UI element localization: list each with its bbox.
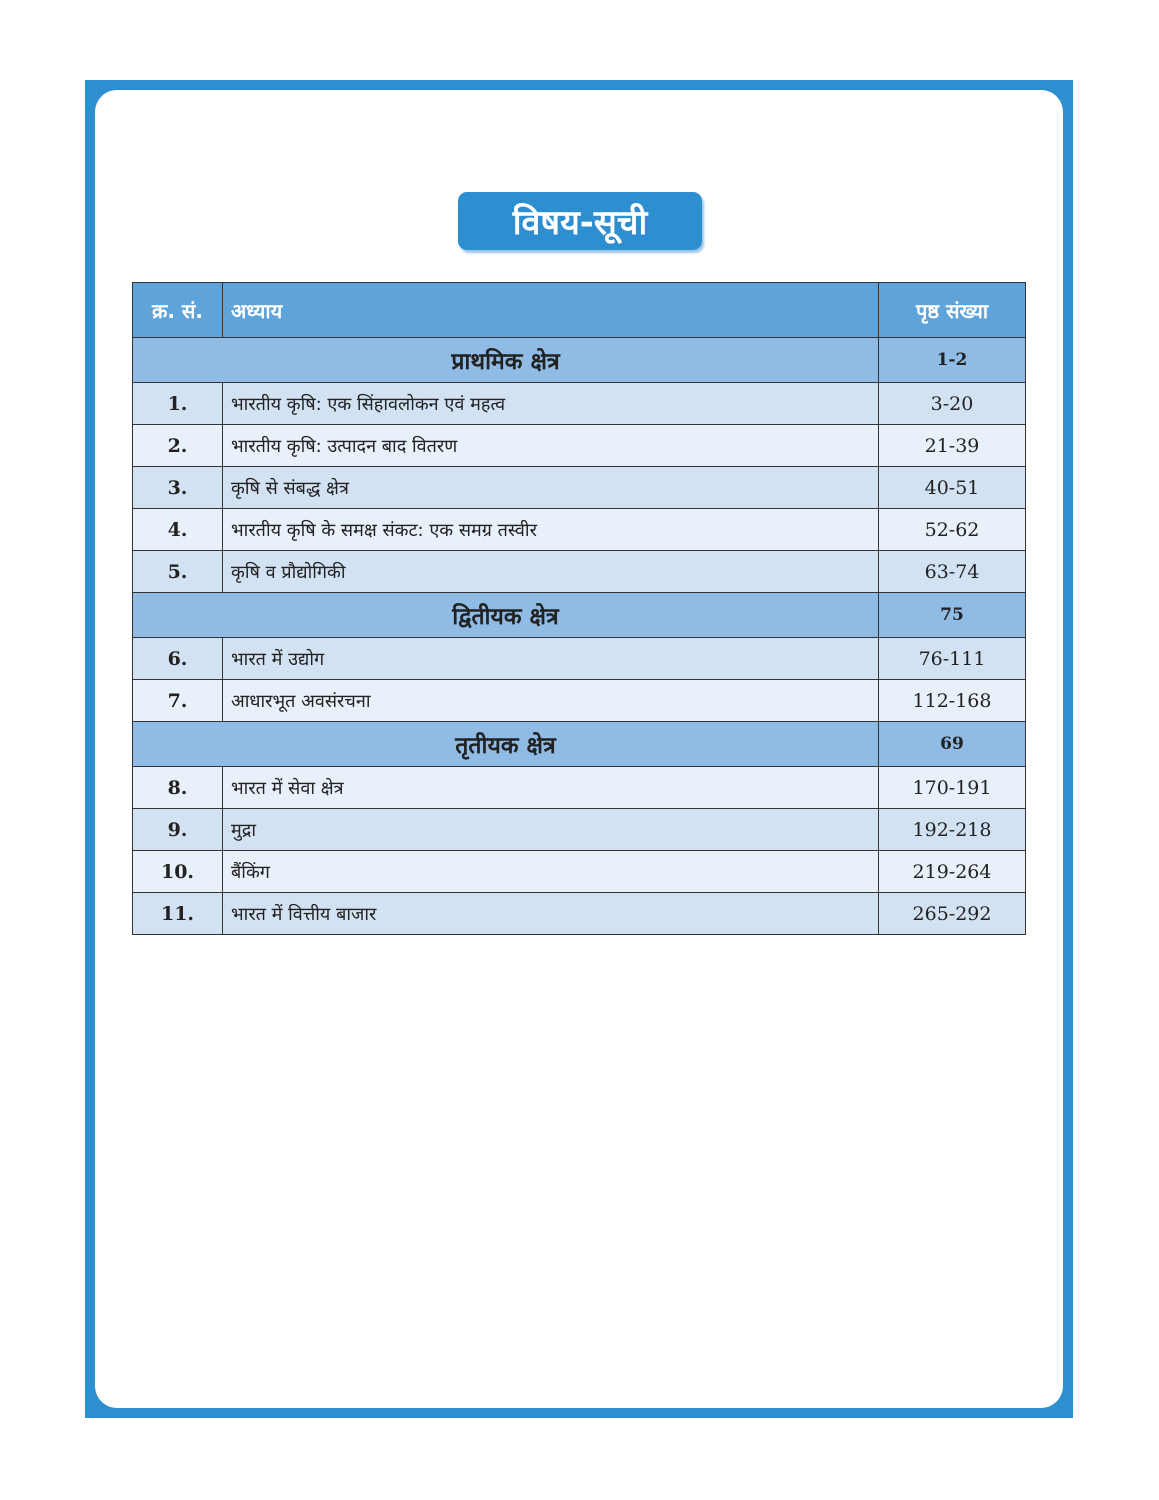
header-serial-number: क्र. सं. bbox=[133, 283, 223, 338]
chapter-number: 9. bbox=[133, 809, 223, 851]
chapter-number: 10. bbox=[133, 851, 223, 893]
chapter-title: भारतीय कृषि: एक सिंहावलोकन एवं महत्व bbox=[223, 383, 879, 425]
chapter-pages: 40-51 bbox=[879, 467, 1026, 509]
table-header-row bbox=[133, 283, 1026, 338]
table-row[interactable] bbox=[133, 851, 1026, 893]
chapter-number: 5. bbox=[133, 551, 223, 593]
chapter-pages: 112-168 bbox=[879, 680, 1026, 722]
section-page: 1-2 bbox=[879, 338, 1026, 383]
table-row[interactable] bbox=[133, 551, 1026, 593]
section-page: 69 bbox=[879, 722, 1026, 767]
chapter-title: भारतीय कृषि: उत्पादन बाद वितरण bbox=[223, 425, 879, 467]
chapter-title: भारत में उद्योग bbox=[223, 638, 879, 680]
chapter-number: 3. bbox=[133, 467, 223, 509]
section-row-tertiary bbox=[133, 722, 1026, 767]
section-title: द्वितीयक क्षेत्र bbox=[133, 593, 879, 638]
chapter-title: कृषि से संबद्ध क्षेत्र bbox=[223, 467, 879, 509]
chapter-title: आधारभूत अवसंरचना bbox=[223, 680, 879, 722]
section-row-secondary bbox=[133, 593, 1026, 638]
chapter-number: 6. bbox=[133, 638, 223, 680]
chapter-pages: 21-39 bbox=[879, 425, 1026, 467]
chapter-number: 4. bbox=[133, 509, 223, 551]
chapter-title: बैंकिंग bbox=[223, 851, 879, 893]
chapter-pages: 265-292 bbox=[879, 893, 1026, 935]
table-row[interactable] bbox=[133, 893, 1026, 935]
table-of-contents bbox=[132, 282, 1026, 935]
table-row[interactable] bbox=[133, 680, 1026, 722]
chapter-pages: 219-264 bbox=[879, 851, 1026, 893]
chapter-pages: 192-218 bbox=[879, 809, 1026, 851]
chapter-number: 1. bbox=[133, 383, 223, 425]
header-chapter: अध्याय bbox=[223, 283, 879, 338]
section-title: तृतीयक क्षेत्र bbox=[133, 722, 879, 767]
table-row[interactable] bbox=[133, 425, 1026, 467]
section-title: प्राथमिक क्षेत्र bbox=[133, 338, 879, 383]
chapter-pages: 63-74 bbox=[879, 551, 1026, 593]
section-page: 75 bbox=[879, 593, 1026, 638]
chapter-number: 7. bbox=[133, 680, 223, 722]
header-page-number: पृष्ठ संख्या bbox=[879, 283, 1026, 338]
page-title: विषय-सूची bbox=[458, 192, 702, 250]
chapter-number: 2. bbox=[133, 425, 223, 467]
table-row[interactable] bbox=[133, 509, 1026, 551]
table-row[interactable] bbox=[133, 638, 1026, 680]
chapter-number: 8. bbox=[133, 767, 223, 809]
table-row[interactable] bbox=[133, 467, 1026, 509]
table-row[interactable] bbox=[133, 767, 1026, 809]
chapter-title: भारत में सेवा क्षेत्र bbox=[223, 767, 879, 809]
chapter-pages: 76-111 bbox=[879, 638, 1026, 680]
chapter-title: भारतीय कृषि के समक्ष संकट: एक समग्र तस्वीर bbox=[223, 509, 879, 551]
chapter-title: कृषि व प्रौद्योगिकी bbox=[223, 551, 879, 593]
chapter-pages: 3-20 bbox=[879, 383, 1026, 425]
chapter-title: भारत में वित्तीय बाजार bbox=[223, 893, 879, 935]
chapter-number: 11. bbox=[133, 893, 223, 935]
table-row[interactable] bbox=[133, 383, 1026, 425]
chapter-title: मुद्रा bbox=[223, 809, 879, 851]
table-row[interactable] bbox=[133, 809, 1026, 851]
section-row-primary bbox=[133, 338, 1026, 383]
chapter-pages: 170-191 bbox=[879, 767, 1026, 809]
chapter-pages: 52-62 bbox=[879, 509, 1026, 551]
